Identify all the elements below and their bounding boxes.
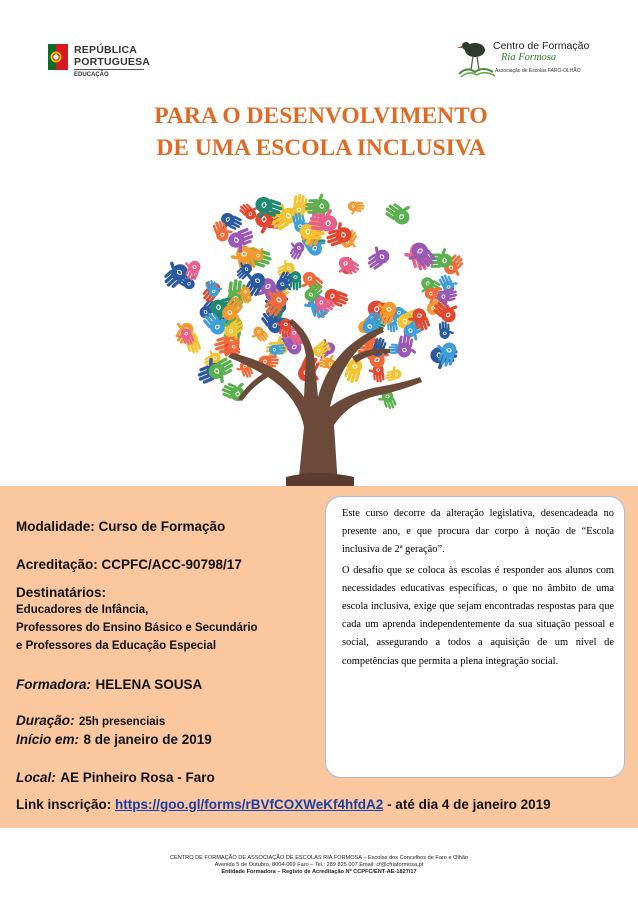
link-row: [16, 797, 551, 812]
hand-leaf-icon: [347, 201, 365, 216]
hand-leaf-icon: [248, 325, 269, 347]
centro-formacao-logo: [455, 36, 590, 86]
logo-text-portuguesa: PORTUGUESA: [74, 56, 151, 68]
duracao-label: Duração:: [16, 713, 75, 728]
flag-shield-icon: [48, 44, 68, 70]
hand-leaf-icon: [439, 320, 455, 339]
logo-text-educacao: EDUCAÇÃO: [74, 72, 109, 78]
footer: [0, 855, 638, 876]
footer-line-1: CENTRO DE FORMAÇÃO DE ASSOCIAÇÃO DE ESCOLAS RIA FORMOSA – Escolas dos Concelhos de Faro e Olhão: [169, 855, 469, 861]
footer-line-2: Avenida 5 de Outubro, 8004-069 Faro – Tel.: 289 825 007 Email: cf@cfriaformosa.pt: [214, 862, 424, 868]
tree-of-hands-illustration: [158, 187, 478, 487]
hand-leaf-icon: [334, 254, 362, 281]
destinatarios-line-3: e Professores da Educação Especial: [16, 640, 217, 652]
formadora-value: HELENA SOUSA: [95, 677, 203, 692]
hand-leaf-icon: [383, 364, 403, 382]
formadora-row: [16, 676, 202, 694]
local-value: AE Pinheiro Rosa - Faro: [60, 770, 215, 785]
local-label: Local:: [16, 770, 56, 785]
page-title: [0, 100, 638, 164]
hand-leaf-icon: [383, 196, 416, 228]
title-line-1: PARA O DESENVOLVIMENTO: [154, 103, 488, 129]
republica-portuguesa-logo: [48, 42, 158, 86]
footer-line-3: Entidade Formadora – Registo de Acreditação Nº CCPFC/ENT-AE-1827/17: [221, 869, 417, 875]
inicio-row: [16, 731, 212, 749]
inicio-value: 8 de janeiro de 2019: [83, 732, 212, 747]
duracao-value: 25h presenciais: [78, 716, 166, 728]
course-description-box: [325, 496, 625, 778]
modalidade-text: Modalidade: Curso de Formação: [16, 519, 226, 534]
logo-text-centro: Centro de Formação: [493, 40, 590, 52]
description-paragraph-1: Este curso decorre da alteração legislativa, desencadeada no presente ano, e que procura dar corpo à noção de “Escola inclusiva de 2ª geração”.: [342, 508, 614, 556]
link-deadline: - até dia 4 de janeiro 2019: [387, 797, 551, 812]
bird-icon: [455, 36, 497, 78]
acreditacao-text: Acreditação: CCPFC/ACC-90798/17: [16, 557, 242, 572]
logo-text-associacao: Associação de Escolas FARO-OLHÃO: [495, 68, 581, 74]
title-line-2: DE UMA ESCOLA INCLUSIVA: [156, 135, 486, 161]
destinatarios-line-2: Professores do Ensino Básico e Secundário: [16, 622, 258, 634]
registration-link[interactable]: https://goo.gl/forms/rBVfCOXWeKf4hfdA2: [115, 797, 384, 812]
duracao-row: [16, 712, 165, 730]
destinatarios-label: Destinatários:: [16, 585, 107, 600]
logo-divider: [74, 69, 144, 70]
link-label: Link inscrição:: [16, 797, 112, 812]
logo-text-republica: REPÚBLICA: [74, 44, 138, 56]
destinatarios-line-1: Educadores de Infância,: [16, 604, 149, 616]
local-row: [16, 769, 215, 787]
hand-leaf-icon: [362, 242, 392, 271]
description-paragraph-2: O desafio que se coloca às escolas é responder aos alunos com necessidades educativas específicas, o que no âmbito de uma escola inclusiva, exige que sejam encontradas respostas para que cada um aprenda independentemente da sua situação pessoal e social, assegurando a todos a aquisição de um nível de competências que permita a plena integração social.: [342, 564, 614, 667]
formadora-label: Formadora:: [16, 677, 92, 692]
logo-text-ria-formosa: Ria Formosa: [501, 52, 557, 63]
inicio-label: Início em:: [16, 732, 80, 747]
